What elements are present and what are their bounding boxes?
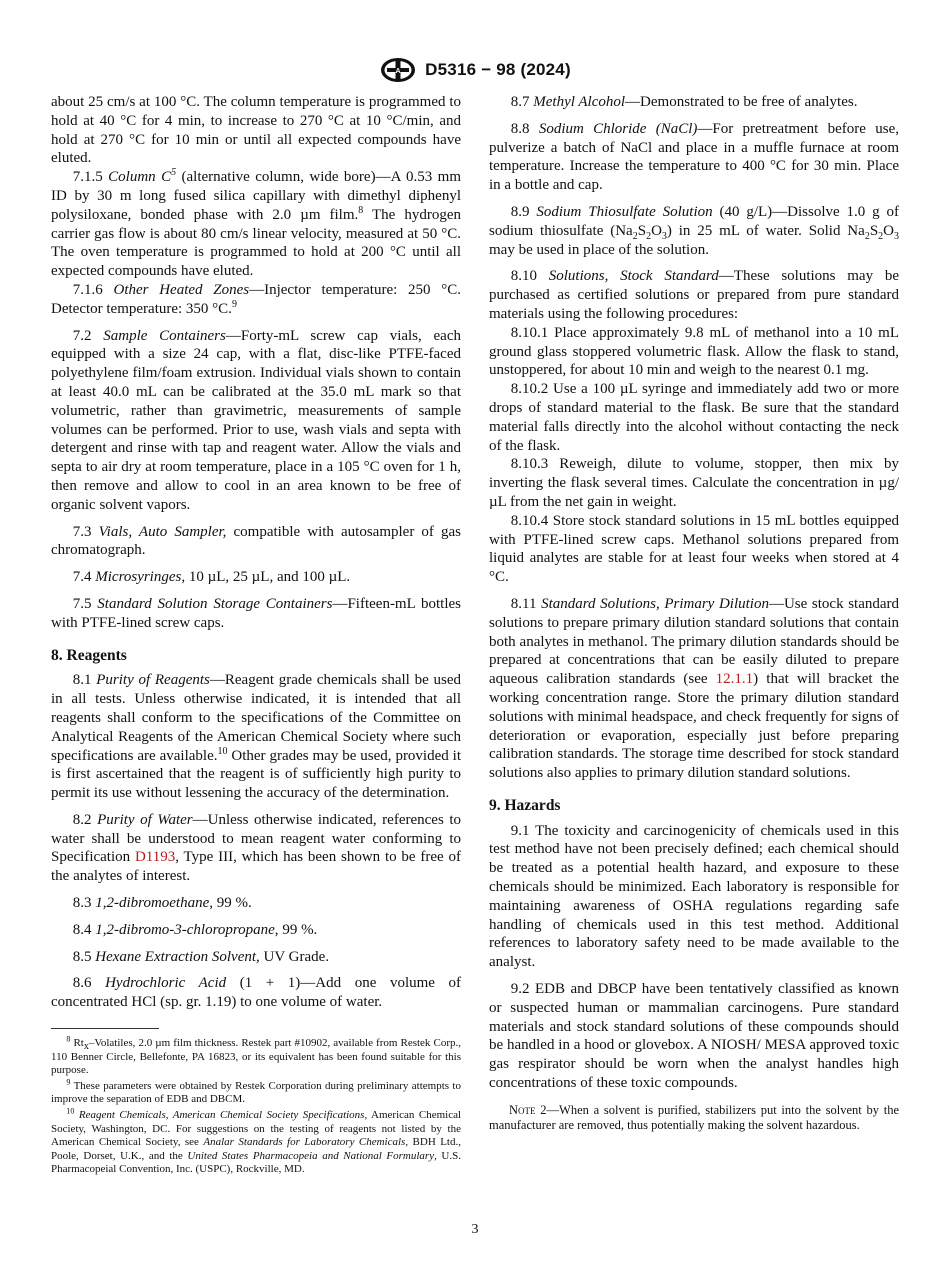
paragraph-7-1-5: 7.1.5 Column $C^5$ (alternative column, wide bore)—A 0.53 mm ID by 30 m long fused silica capillary with dimethyl diphenyl polysiloxane, bonded phase with 2.0 µm film.$^8$ The hydrogen carrier gas flow is about 80 cm/s linear velocity, measured at 50 °C. The oven temperature is programmed to hold at 200 °C until all expected compounds have eluted. [51, 167, 461, 280]
paragraph-9-2: 9.2 EDB and DBCP have been tentatively classified as known or suspected human or mammalian carcinogens. Pure standard materials and stock standard solutions of these compounds should be handled in a hood or glovebox. A NIOSH/ MESA approved toxic gas respirator should be worn when the analyst handles high concentrations of these toxic compounds. [489, 981, 899, 1092]
footnote-10: $^{10}$ Reagent Chemicals, American Chemical Society Specifications, American Chemical Society, Washington, DC. For suggestions on the testing of reagents not listed by the American Chemical Society, see Analar Standards for Laboratory Chemicals, BDH Ltd., Poole, Dorset, U.K., and the United States Pharmacopeia and National Formulary, U.S. Pharmacopeial Convention, Inc. (USPC), Rockville, MD. [51, 1106, 462, 1176]
paragraph-8-11: 8.11 Standard Solutions, Primary Dilution—Use stock standard solutions to prepare primary dilution standard solutions that contain both analytes in methanol. The primary dilution standards should be prepared at concentrations that can be easily diluted to prepare aqueous calibration standards (see 12.1.1) that will bracket the working concentration range. Store the primary dilution standard solutions with minimal headspace, and check frequently for signs of deterioration or evaporation, especially just before preparing calibration standards. The storage time described for stock standard solutions also applies to primary dilution standard solutions. [489, 595, 900, 782]
footnote-divider [51, 1028, 159, 1029]
page-number: 3 [471, 1222, 479, 1237]
svg-text:A: A [395, 68, 401, 75]
right-column [489, 93, 899, 1133]
paragraph-8-7: 8.7 Methyl Alcohol—Demonstrated to be free of analytes. [510, 94, 858, 110]
footnote-9: $^9$ These parameters were obtained by Restek Corporation during preliminary attempts to improve the separation of EDB and DBCM. [51, 1077, 461, 1106]
paragraph-8-8: 8.8 Sodium Chloride (NaCl)—For pretreatment before use, pulverize a batch of NaCl and place in a muffle furnace at room temperature. Increase the temperature to 400 °C for 30 min. Place in a bottle and cap. [489, 120, 899, 194]
astm-logo-icon [379, 57, 417, 83]
paragraph-8-10-4: 8.10.4 Store stock standard solutions in 15 mL bottles equipped with PTFE-lined screw caps. Methanol solutions prepared from liquid analytes are stable for at least four weeks when stored at 4 °C. [489, 512, 899, 586]
paragraph-8-9: 8.9 Sodium Thiosulfate Solution (40 g/L)—Dissolve 1.0 g of sodium thiosulfate $(Na_2S_2O_3)$ in 25 mL of water. Solid $Na_2S_2O_3$ may be used in place of the solution. [489, 203, 900, 258]
footnote-8: $^8$ $Rt_x$–Volatiles, 2.0 µm film thickness. Restek part #10902, available from Restek Corp., 110 Benner Circle, Bellefonte, PA 16823, or its equivalent has been found suitable for this purpose. [51, 1034, 461, 1077]
page-header [0, 56, 950, 84]
paragraph-7-4: 7.4 Microsyringes, 10 µL, 25 µL, and 100 µL. [72, 569, 351, 586]
paragraph-7-5: 7.5 Standard Solution Storage Containers—Fifteen-mL bottles with PTFE-lined screw caps. [51, 595, 461, 631]
link-d1193[interactable]: D1193 [134, 849, 176, 866]
paragraph-8-10-3: 8.10.3 Reweigh, dilute to volume, stopper, then mix by inverting the flask several times. Calculate the concentration in µg/µL from the net gain in weight. [489, 456, 899, 510]
paragraph-8-6: 8.6 Hydrochloric Acid (1 + 1)—Add one volume of concentrated HCl (sp. gr. 1.19) to one volume of water. [51, 975, 462, 1011]
section-heading-hazards: 9. Hazards [489, 796, 561, 814]
paragraph-7-1-4-cont: about 25 cm/s at 100 °C. The column temperature is programmed to hold at 40 °C for 4 min, to increase to 270 °C at 10 °C/min, and hold at 270 °C for 10 min or until all expected compounds have eluted. [51, 94, 461, 167]
paragraph-8-3: 8.3 1,2-dibromoethane, 99 %. [72, 895, 252, 912]
paragraph-9-1: 9.1 The toxicity and carcinogenicity of chemicals used in this test method have not been precisely defined; each chemical should be treated as a potential health hazard, and exposure to these chemicals should be minimized. Each laboratory is responsible for maintaining awareness of OSHA regulations regarding safe handling of chemicals used in this test method. Additional references to laboratory safety need to be made available to the analyst. [489, 822, 899, 971]
paragraph-8-5: 8.5 Hexane Extraction Solvent, UV Grade. [72, 948, 330, 965]
document-id: D5316 − 98 (2024) [425, 60, 571, 79]
paragraph-7-1-6: 7.1.6 Other Heated Zones—Injector temperature: 250 °C. Detector temperature: 350 °C.$^9$ [51, 281, 461, 317]
paragraph-8-10-1: 8.10.1 Place approximately 9.8 mL of methanol into a 10 mL ground glass stoppered volumetric flask. Allow the flask to stand, unstoppered, for about 10 min and weigh to the nearest 0.1 mg. [489, 324, 899, 379]
paragraph-7-3: 7.3 Vials, Auto Sampler, compatible with autosampler of gas chromatograph. [51, 523, 462, 559]
note-2: Note 2—When a solvent is purified, stabilizers put into the solvent by the manufacturer are removed, thus potentially making the solvent hazardous. [489, 1102, 900, 1132]
paragraph-8-10-2: 8.10.2 Use a 100 µL syringe and immediately add two or more drops of standard material to the flask. Be sure that the standard material falls directly into the alcohol without contacting the neck of the flask. [489, 381, 899, 454]
section-heading-reagents: 8. Reagents [51, 646, 127, 664]
left-column [51, 93, 461, 1179]
paragraph-8-1: 8.1 Purity of Reagents—Reagent grade chemicals shall be used in all tests. Unless otherwise indicated, it is intended that all reagents shall conform to the specifications of the Committee on Analytical Reagents of the American Chemical Society where such specifications are available.$^{10}$ Other grades may be used, provided it is first ascertained that the reagent is of sufficiently high purity to permit its use without lessening the accuracy of the determination. [51, 672, 462, 802]
paragraph-8-10: 8.10 Solutions, Stock Standard—These solutions may be purchased as certified solutions or prepared from pure standard materials using the following procedures: [489, 268, 899, 322]
link-12-1-1[interactable]: 12.1.1 [715, 671, 754, 688]
paragraph-8-4: 8.4 1,2-dibromo-3-chloropropane, 99 %. [72, 921, 318, 938]
paragraph-8-2: 8.2 Purity of Water—Unless otherwise indicated, references to water shall be understood to mean reagent water conforming to Specification D1193, Type III, which has been shown to be free of the analytes of interest. [51, 811, 462, 885]
paragraph-7-2: 7.2 Sample Containers—Forty-mL screw cap vials, each equipped with a size 24 cap, with a flat, disc-like PTFE-faced polyethylene film/foam extrusion. Individual vials shown to contain at least 40.0 mL can be calibrated at the 35.0 mL mark so that volumetric, rather than gravimetric, measurements of sample volumes can be performed. Prior to use, wash vials and septa with detergent and rinse with tap and reagent water. Allow the vials and septa to air dry at room temperature, place in a 105 °C oven for 1 h, then remove and allow to cool in an area known to be free of organic solvent vapors. [51, 327, 462, 513]
